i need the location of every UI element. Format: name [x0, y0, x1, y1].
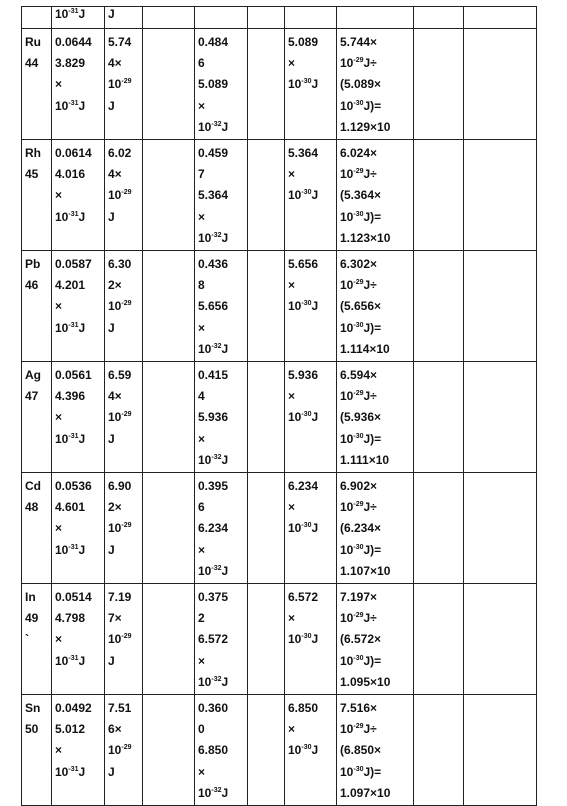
cell-text: 5.74 — [108, 35, 132, 49]
cell-text: 4.798 — [55, 611, 86, 626]
cell-text: 7.19 — [108, 590, 132, 604]
cell-text: 0.484 — [198, 35, 229, 49]
cell-text: $10^{-32}J$ — [198, 785, 229, 800]
cell-text: 0.375 — [198, 590, 229, 604]
cell-text: $10^{-29}J\div$ — [340, 56, 377, 71]
cell-text: 3.829 — [55, 56, 86, 71]
cell-text: 6.302× — [340, 257, 378, 271]
table-cell — [143, 7, 195, 29]
table-cell — [337, 584, 414, 695]
cell-text: 7.197× — [340, 590, 378, 604]
cell-text: 2× — [108, 278, 122, 293]
cell-text: 1.129×10 — [340, 119, 391, 134]
cell-text: $10^{-29}$ — [108, 410, 132, 425]
table-cell — [285, 7, 337, 29]
table-cell — [248, 362, 285, 473]
cell-text: $10^{-30}J)=$ — [340, 320, 382, 335]
cell-text: J — [108, 7, 115, 21]
cell-text: 6.30 — [108, 257, 132, 271]
table-cell — [337, 29, 414, 140]
table-cell — [285, 362, 337, 473]
cell-text: $10^{-31}J$ — [55, 653, 86, 668]
cell-text: 5.089 — [198, 77, 229, 92]
cell-text: Cd — [25, 479, 41, 493]
table-row-partial — [22, 7, 537, 29]
table-cell — [22, 695, 52, 806]
table-cell — [22, 584, 52, 695]
cell-text: $10^{-30}J)=$ — [340, 653, 382, 668]
cell-text: 6.02 — [108, 146, 132, 160]
cell-text: $10^{-29}$ — [108, 521, 132, 536]
table-cell — [22, 29, 52, 140]
cell-text: 49 — [25, 611, 39, 626]
cell-text: $10^{-32}J$ — [198, 341, 229, 356]
cell-text: (5.089× — [340, 77, 382, 92]
cell-text: $10^{-30}J)=$ — [340, 542, 382, 557]
cell-text: × — [55, 743, 63, 758]
table-cell — [248, 584, 285, 695]
cell-text: 4.201 — [55, 278, 86, 293]
cell-text: 48 — [25, 500, 39, 515]
table-cell — [143, 29, 195, 140]
cell-text: 7.51 — [108, 701, 132, 715]
cell-text: 45 — [25, 167, 39, 182]
table-cell — [143, 695, 195, 806]
cell-text: 7.516× — [340, 701, 378, 715]
table-cell — [285, 473, 337, 584]
cell-text: 1.111×10 — [340, 452, 390, 467]
table-cell — [105, 29, 143, 140]
table-cell — [464, 7, 537, 29]
cell-text: × — [198, 764, 206, 779]
cell-text: 0.360 — [198, 701, 229, 715]
cell-text: J — [108, 431, 115, 446]
cell-text: 7× — [108, 611, 122, 626]
table-cell — [337, 695, 414, 806]
cell-text: 6 — [198, 56, 205, 71]
cell-text: × — [198, 209, 206, 224]
cell-text: × — [55, 188, 63, 203]
cell-text: 7 — [198, 167, 205, 182]
table-cell — [52, 362, 105, 473]
cell-text: $10^{-31}J$ — [55, 431, 86, 446]
cell-text: $10^{-29}J\div$ — [340, 611, 377, 626]
table-cell — [52, 251, 105, 362]
table-cell — [464, 251, 537, 362]
cell-text: 1.114×10 — [340, 341, 390, 356]
table-cell — [248, 473, 285, 584]
cell-text: $10^{-30}J)=$ — [340, 431, 382, 446]
cell-text: 6.572 — [198, 632, 229, 647]
table-cell — [105, 7, 143, 29]
table-cell — [195, 251, 248, 362]
table-cell — [414, 473, 464, 584]
cell-text: $10^{-29}$ — [108, 77, 132, 92]
table-cell — [52, 695, 105, 806]
cell-text: J — [108, 209, 115, 224]
cell-text: 50 — [25, 722, 39, 737]
cell-text: 5.364 — [198, 188, 229, 203]
cell-text: × — [198, 542, 206, 557]
cell-text: $10^{-30}J$ — [288, 299, 319, 314]
cell-text: × — [198, 431, 206, 446]
table-cell — [22, 473, 52, 584]
table-cell — [337, 251, 414, 362]
table-cell — [105, 362, 143, 473]
table-cell — [105, 695, 143, 806]
table-cell — [195, 7, 248, 29]
cell-text: 6.024× — [340, 146, 378, 160]
cell-text: 2× — [108, 500, 122, 515]
table-cell — [195, 584, 248, 695]
cell-text: $10^{-32}J$ — [198, 119, 229, 134]
cell-text: J — [108, 320, 115, 335]
cell-text: 6.572 — [288, 590, 319, 604]
cell-text: 5.936 — [198, 410, 229, 425]
table-cell — [22, 140, 52, 251]
cell-text: 6× — [108, 722, 122, 737]
table-cell — [105, 251, 143, 362]
table-cell — [337, 7, 414, 29]
table-cell — [414, 140, 464, 251]
cell-text: 0.415 — [198, 368, 229, 382]
cell-text: 0.436 — [198, 257, 229, 271]
cell-text: 4.016 — [55, 167, 86, 182]
cell-text: $10^{-32}J$ — [198, 674, 229, 689]
table-cell — [285, 251, 337, 362]
table-cell — [414, 251, 464, 362]
cell-text: $10^{-29}J\div$ — [340, 500, 377, 515]
cell-text: Pb — [25, 257, 41, 271]
table-cell — [414, 362, 464, 473]
table-cell — [337, 140, 414, 251]
cell-text: 4 — [198, 389, 205, 404]
cell-text: $10^{-30}J$ — [288, 410, 319, 425]
table-row — [22, 29, 537, 140]
table-cell — [105, 584, 143, 695]
cell-text: J — [108, 653, 115, 668]
table-row — [22, 695, 537, 806]
table-cell — [52, 7, 105, 29]
cell-text: 4× — [108, 389, 122, 404]
cell-text: 47 — [25, 389, 39, 404]
table-cell — [337, 473, 414, 584]
cell-text: (6.850× — [340, 743, 382, 758]
table-cell — [143, 473, 195, 584]
table-cell — [195, 29, 248, 140]
cell-text: (5.656× — [340, 299, 382, 314]
table-cell — [22, 362, 52, 473]
table-cell — [195, 362, 248, 473]
cell-text: $10^{-29}$ — [108, 188, 132, 203]
cell-text: (6.572× — [340, 632, 382, 647]
cell-text: 0.0587 — [55, 257, 92, 271]
data-table — [21, 6, 537, 806]
cell-text: J — [108, 542, 115, 557]
cell-text: Rh — [25, 146, 41, 160]
table-row — [22, 584, 537, 695]
cell-text: 4.601 — [55, 500, 86, 515]
cell-text: $10^{-31}J$ — [55, 7, 86, 21]
table-cell — [414, 7, 464, 29]
cell-text: 1.095×10 — [340, 674, 391, 689]
cell-text: 4× — [108, 56, 122, 71]
table-cell — [105, 140, 143, 251]
cell-text: $10^{-31}J$ — [55, 542, 86, 557]
cell-text: 0.0614 — [55, 146, 92, 160]
table-cell — [337, 362, 414, 473]
cell-text: $10^{-29}J\div$ — [340, 278, 377, 293]
table-cell — [414, 695, 464, 806]
cell-text: $10^{-31}J$ — [55, 764, 86, 779]
cell-text: 0.459 — [198, 146, 229, 160]
table-cell — [464, 362, 537, 473]
table-cell — [52, 584, 105, 695]
cell-text: × — [288, 56, 296, 71]
cell-text: × — [288, 500, 296, 515]
cell-text: × — [288, 278, 296, 293]
cell-text: 6.234 — [288, 479, 319, 493]
cell-text: ` — [25, 632, 29, 647]
cell-text: 44 — [25, 56, 39, 71]
cell-text: $10^{-31}J$ — [55, 98, 86, 113]
table-cell — [285, 29, 337, 140]
cell-text: $10^{-29}$ — [108, 299, 132, 314]
table-cell — [285, 140, 337, 251]
cell-text: × — [288, 611, 296, 626]
table-cell — [464, 695, 537, 806]
cell-text: In — [25, 590, 36, 604]
cell-text: × — [198, 320, 206, 335]
table-cell — [248, 140, 285, 251]
cell-text: × — [288, 167, 296, 182]
cell-text: $10^{-30}J$ — [288, 632, 319, 647]
cell-text: $10^{-29}$ — [108, 743, 132, 758]
cell-text: 6.90 — [108, 479, 132, 493]
cell-text: $10^{-31}J$ — [55, 209, 86, 224]
cell-text: $10^{-30}J$ — [288, 77, 319, 92]
cell-text: 5.936 — [288, 368, 319, 382]
cell-text: Sn — [25, 701, 41, 715]
cell-text: × — [55, 299, 63, 314]
cell-text: $10^{-29}$ — [108, 632, 132, 647]
table-cell — [414, 29, 464, 140]
cell-text: $10^{-29}J\div$ — [340, 389, 377, 404]
table-cell — [195, 473, 248, 584]
cell-text: $10^{-32}J$ — [198, 563, 229, 578]
table-cell — [143, 140, 195, 251]
cell-text: 8 — [198, 278, 205, 293]
cell-text: × — [198, 653, 206, 668]
cell-text: × — [198, 98, 206, 113]
table-cell — [464, 29, 537, 140]
cell-text: 0.0561 — [55, 368, 92, 382]
cell-text: 5.656 — [198, 299, 229, 314]
cell-text: 5.744× — [340, 35, 378, 49]
table-cell — [248, 251, 285, 362]
table-row — [22, 473, 537, 584]
cell-text: $10^{-30}J)=$ — [340, 98, 382, 113]
table-cell — [143, 251, 195, 362]
cell-text: $10^{-30}J)=$ — [340, 209, 382, 224]
cell-text: Ru — [25, 35, 41, 49]
cell-text: 5.364 — [288, 146, 319, 160]
cell-text: $10^{-30}J)=$ — [340, 764, 382, 779]
table-cell — [52, 473, 105, 584]
cell-text: 6.902× — [340, 479, 378, 493]
cell-text: $10^{-31}J$ — [55, 320, 86, 335]
cell-text: 0.0514 — [55, 590, 92, 604]
cell-text: 4× — [108, 167, 122, 182]
table-cell — [285, 695, 337, 806]
cell-text: $10^{-32}J$ — [198, 230, 229, 245]
cell-text: (6.234× — [340, 521, 382, 536]
table-cell — [464, 473, 537, 584]
table-cell — [52, 140, 105, 251]
cell-text: J — [108, 98, 115, 113]
cell-text: × — [55, 521, 63, 536]
cell-text: 5.656 — [288, 257, 319, 271]
table-cell — [248, 7, 285, 29]
cell-text: 4.396 — [55, 389, 86, 404]
cell-text: $10^{-32}J$ — [198, 452, 229, 467]
table-cell — [52, 29, 105, 140]
cell-text: $10^{-29}J\div$ — [340, 167, 377, 182]
cell-text: 1.097×10 — [340, 785, 391, 800]
table-cell — [464, 584, 537, 695]
table-row — [22, 251, 537, 362]
cell-text: $10^{-29}J\div$ — [340, 722, 377, 737]
table-cell — [22, 7, 52, 29]
cell-text: 1.107×10 — [340, 563, 391, 578]
cell-text: J — [108, 764, 115, 779]
table-cell — [143, 584, 195, 695]
cell-text: Ag — [25, 368, 41, 382]
cell-text: 6 — [198, 500, 205, 515]
cell-text: 46 — [25, 278, 39, 293]
cell-text: × — [55, 410, 63, 425]
cell-text: 0 — [198, 722, 205, 737]
table-row — [22, 362, 537, 473]
cell-text: (5.364× — [340, 188, 382, 203]
table-cell — [195, 140, 248, 251]
cell-text: × — [55, 77, 63, 92]
cell-text: 6.234 — [198, 521, 229, 536]
cell-text: 1.123×10 — [340, 230, 391, 245]
cell-text: 6.59 — [108, 368, 132, 382]
cell-text: × — [55, 632, 63, 647]
table-cell — [464, 140, 537, 251]
cell-text: $10^{-30}J$ — [288, 743, 319, 758]
cell-text: 6.594× — [340, 368, 378, 382]
table-cell — [248, 695, 285, 806]
cell-text: $10^{-30}J$ — [288, 188, 319, 203]
table-cell — [22, 251, 52, 362]
cell-text: 0.0492 — [55, 701, 92, 715]
cell-text: $10^{-30}J$ — [288, 521, 319, 536]
cell-text: 6.850 — [198, 743, 229, 758]
cell-text: 0.0536 — [55, 479, 92, 493]
cell-text: × — [288, 389, 296, 404]
cell-text: 2 — [198, 611, 205, 626]
cell-text: 5.012 — [55, 722, 86, 737]
table-cell — [285, 584, 337, 695]
cell-text: 6.850 — [288, 701, 319, 715]
cell-text: 0.0644 — [55, 35, 92, 49]
table-row — [22, 140, 537, 251]
cell-text: 0.395 — [198, 479, 229, 493]
cell-text: (5.936× — [340, 410, 382, 425]
cell-text: × — [288, 722, 296, 737]
table-cell — [143, 362, 195, 473]
cell-text: 5.089 — [288, 35, 319, 49]
table-cell — [248, 29, 285, 140]
table-cell — [414, 584, 464, 695]
table-cell — [195, 695, 248, 806]
table-cell — [105, 473, 143, 584]
